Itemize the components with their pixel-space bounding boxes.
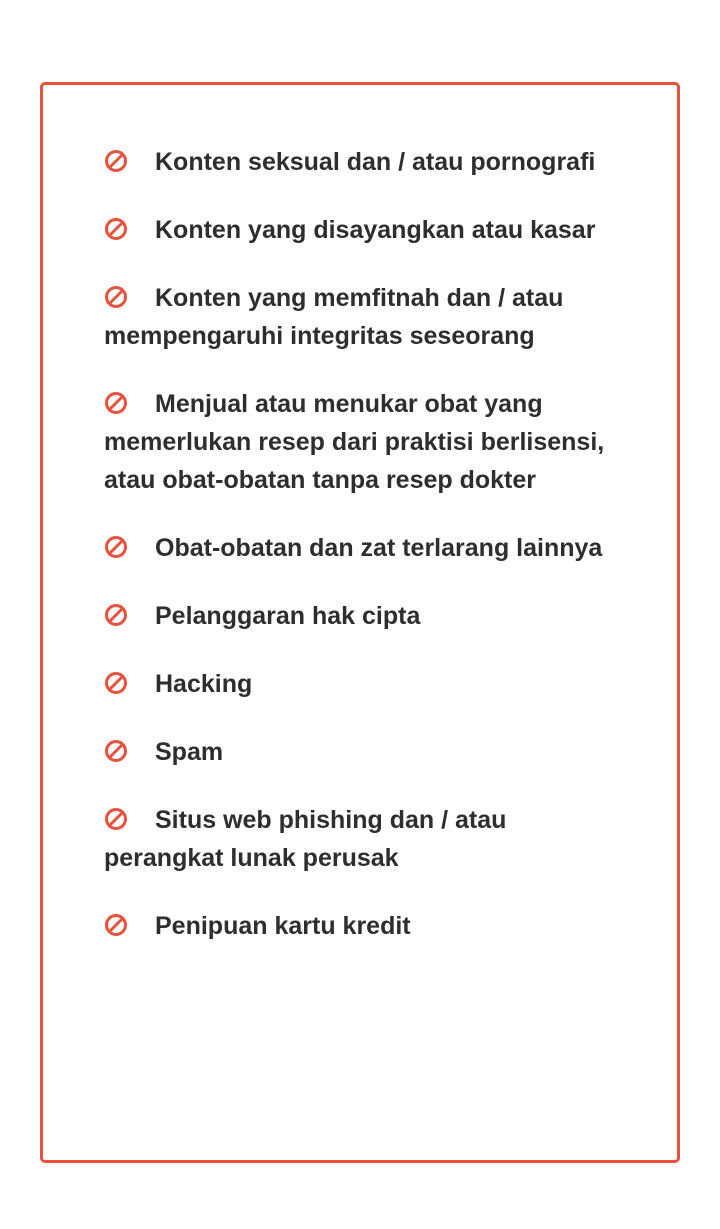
- prohibited-icon: [104, 146, 128, 170]
- prohibited-icon: [104, 804, 128, 828]
- list-item-label: Konten yang memfitnah dan / atau mempengaruhi integritas seseorang: [104, 284, 564, 350]
- prohibited-icon: [104, 736, 128, 760]
- prohibited-icon: [104, 910, 128, 934]
- list-item-label: Obat-obatan dan zat terlarang lainnya: [155, 534, 603, 562]
- list-item: [104, 279, 624, 355]
- prohibited-icon: [104, 668, 128, 692]
- list-item: [104, 907, 624, 945]
- list-item-label: Konten seksual dan / atau pornografi: [155, 148, 596, 176]
- list-item-label: Konten yang disayangkan atau kasar: [155, 216, 596, 244]
- prohibited-content-panel: [40, 82, 680, 1163]
- list-item-label: Spam: [155, 738, 224, 766]
- list-item-label: Penipuan kartu kredit: [155, 912, 411, 940]
- list-item-label: Hacking: [155, 670, 253, 698]
- list-item: [104, 597, 624, 635]
- list-item: [104, 529, 624, 567]
- list-item-label: Menjual atau menukar obat yang memerlukan resep dari praktisi berlisensi, atau obat-obatan tanpa resep dokter: [104, 390, 605, 494]
- list-item: [104, 143, 624, 181]
- list-item: [104, 385, 624, 499]
- prohibited-icon: [104, 532, 128, 556]
- prohibited-icon: [104, 214, 128, 238]
- list-item: [104, 801, 624, 877]
- prohibited-icon: [104, 282, 128, 306]
- prohibited-icon: [104, 388, 128, 412]
- list-item-label: Situs web phishing dan / atau perangkat lunak perusak: [104, 806, 507, 872]
- list-item-label: Pelanggaran hak cipta: [155, 602, 421, 630]
- prohibited-list: [43, 85, 624, 945]
- prohibited-icon: [104, 600, 128, 624]
- list-item: [104, 211, 624, 249]
- list-item: [104, 665, 624, 703]
- list-item: [104, 733, 624, 771]
